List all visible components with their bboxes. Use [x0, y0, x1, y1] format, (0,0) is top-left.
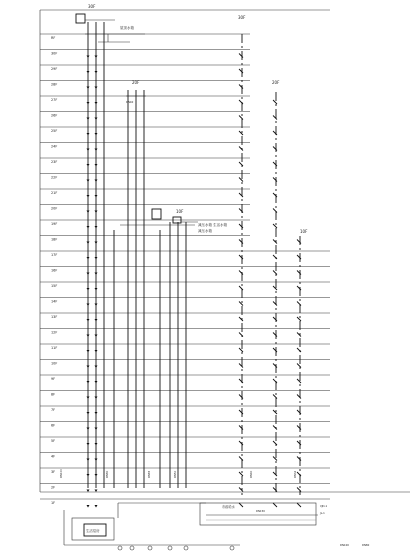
valve-mark [87, 211, 90, 214]
floor-label: 19F [51, 222, 58, 226]
valve-mark [95, 164, 98, 167]
valve-mark [95, 71, 98, 74]
supply-note: 市政给水 [222, 505, 235, 509]
valve-mark [87, 71, 90, 74]
valve-mark [87, 304, 90, 307]
zone-label-mid-right: 20F [272, 80, 280, 85]
floor-label: 18F [51, 237, 58, 242]
zone-label-low-left: 10F [176, 209, 184, 214]
valve-mark [87, 288, 90, 291]
valve-mark [87, 428, 90, 431]
valve-mark [95, 242, 98, 245]
valve-mark [95, 56, 98, 59]
floor-label: 26F [51, 113, 58, 118]
floor-label: 21F [51, 191, 58, 195]
legend-a: XJD-1 [320, 505, 328, 508]
floor-label: 25F [51, 129, 58, 133]
valve-mark [87, 149, 90, 152]
valve-mark [273, 395, 277, 399]
floor-label: 5F [51, 439, 56, 443]
valve-mark [273, 503, 277, 507]
floor-label: 6F [51, 423, 56, 428]
roof-tank-note: 屋顶水箱 [120, 26, 134, 30]
valve-mark [95, 118, 98, 121]
valve-mark [87, 180, 90, 183]
zone-label-high-right: 30F [238, 15, 246, 20]
valve-mark [87, 381, 90, 384]
valve-mark [95, 505, 98, 508]
valve-mark [95, 335, 98, 338]
valve-mark [87, 474, 90, 477]
floor-label: 8F [51, 392, 56, 397]
valve-mark [95, 195, 98, 198]
valve-marks [87, 54, 302, 508]
valve-mark [87, 164, 90, 167]
valve-mark [273, 209, 277, 213]
floor-lines [40, 34, 330, 499]
valve-mark [95, 350, 98, 353]
pipe-tag: DN40 [250, 470, 253, 478]
floor-label: 20F [51, 206, 58, 211]
valve-mark [297, 302, 301, 306]
valve-mark [95, 412, 98, 415]
valve-mark [95, 211, 98, 214]
valve-mark [297, 364, 301, 368]
floor-label: 22F [51, 175, 58, 180]
valve-mark [87, 366, 90, 369]
valve-mark [95, 102, 98, 105]
floor-label: 10F [51, 361, 58, 366]
floor-label: 30F [51, 51, 58, 56]
valve-mark [87, 87, 90, 90]
supply-main [200, 503, 370, 547]
floor-label: 23F [51, 160, 58, 164]
valve-mark [95, 257, 98, 260]
valve-mark [95, 443, 98, 446]
floor-label: 2F [51, 485, 56, 490]
valve-mark [87, 319, 90, 322]
pipe-tag: DN40 [126, 101, 134, 104]
valve-mark [297, 488, 301, 492]
valve-mark [297, 503, 301, 507]
valve-mark [95, 474, 98, 477]
valve-mark [87, 459, 90, 462]
valve-mark [87, 412, 90, 415]
valve-mark [95, 273, 98, 276]
valve-mark [87, 350, 90, 353]
floor-label: 24F [51, 144, 58, 149]
valve-mark [95, 366, 98, 369]
valve-mark [87, 242, 90, 245]
roof-water-tank [76, 14, 145, 42]
valve-mark [95, 490, 98, 493]
valve-mark [95, 288, 98, 291]
pipe-tag: DN80 [106, 470, 109, 478]
valve-mark [87, 397, 90, 400]
valve-mark [95, 459, 98, 462]
valve-mark [87, 505, 90, 508]
floor-label: 11F [51, 346, 58, 350]
valve-mark [273, 441, 277, 445]
valve-mark [239, 116, 243, 120]
zone-label-high-left: 30F [88, 4, 96, 9]
pipe-tag: DN65 [148, 470, 151, 478]
pump-room [64, 503, 240, 550]
floor-label: 16F [51, 268, 58, 273]
floor-label: 7F [51, 408, 56, 412]
valve-mark [87, 226, 90, 229]
valve-mark [95, 87, 98, 90]
pump-room-note: 生活泵房 [86, 529, 100, 533]
riser-pipes [88, 22, 300, 495]
floor-label: 28F [51, 82, 58, 87]
valve-mark [95, 428, 98, 431]
valve-mark [87, 335, 90, 338]
floor-label: 27F [51, 98, 58, 102]
mid-tank-note-2: 减压水箱 [198, 229, 212, 233]
valve-mark [87, 273, 90, 276]
valve-mark [239, 162, 243, 166]
valve-mark [239, 457, 243, 461]
zone-label-low-right: 10F [300, 229, 308, 234]
floor-label: 1F [51, 501, 56, 505]
valve-mark [239, 286, 243, 290]
floor-label: 14F [51, 299, 58, 304]
valve-mark [95, 304, 98, 307]
meter-note: DN150 [256, 510, 265, 513]
floor-label: 12F [51, 330, 58, 335]
valve-mark [273, 271, 277, 275]
floor-label: 3F [51, 470, 56, 474]
valve-mark [239, 503, 243, 507]
valve-mark [87, 102, 90, 105]
valve-mark [95, 149, 98, 152]
floor-label: 29F [51, 67, 58, 71]
floor-labels [51, 36, 57, 505]
valve-mark [95, 180, 98, 183]
floor-label: 17F [51, 253, 58, 257]
valve-mark [87, 257, 90, 260]
floor-label: 15F [51, 284, 58, 288]
pipe-tag: DN100 [60, 469, 63, 478]
valve-mark [239, 333, 243, 337]
valve-mark [95, 226, 98, 229]
valve-mark [87, 195, 90, 198]
valve-mark [87, 56, 90, 59]
pipe-tag: DN32 [294, 470, 297, 478]
pipe-tag: DN50 [174, 470, 177, 478]
floor-label: 9F [51, 377, 56, 381]
valve-mark [87, 118, 90, 121]
valve-mark [87, 443, 90, 446]
valve-mark [95, 319, 98, 322]
valve-mark [95, 397, 98, 400]
legend-b: JL-1 [320, 512, 325, 515]
zone-label-mid-left: 20F [132, 80, 140, 85]
mid-tank-note: 减压水箱 生活水箱 [198, 223, 228, 227]
bottom-right-note-a: DN100 [340, 544, 349, 547]
valve-mark [87, 490, 90, 493]
floor-label: RF [51, 36, 56, 40]
valve-mark [95, 133, 98, 136]
floor-label: 13F [51, 315, 58, 319]
valve-mark [87, 133, 90, 136]
bottom-right-note-b: DN80 [362, 544, 370, 547]
valve-mark [95, 381, 98, 384]
floor-label: 4F [51, 454, 56, 459]
